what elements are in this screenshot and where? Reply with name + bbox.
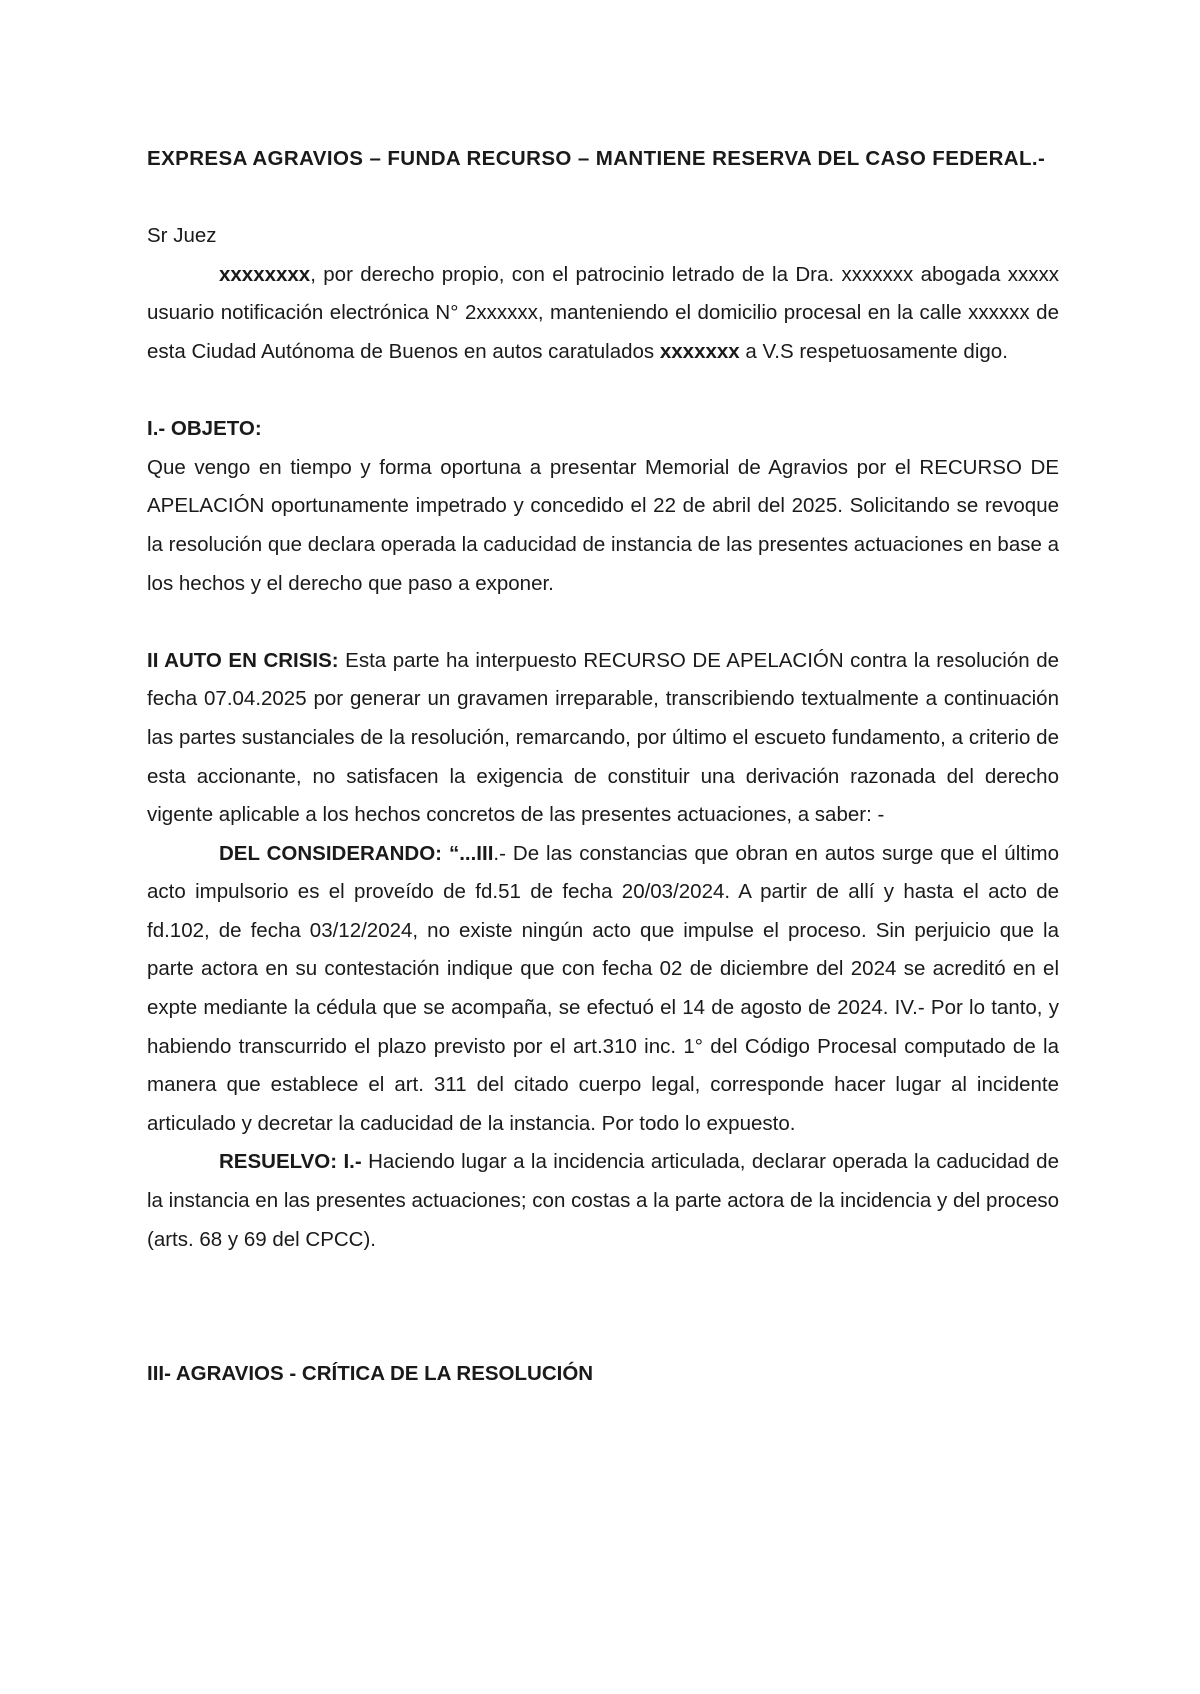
considerando-label: DEL CONSIDERANDO: “...III — [219, 841, 494, 865]
salutation: Sr Juez — [147, 224, 217, 248]
section-2-heading: II AUTO EN CRISIS: — [147, 648, 339, 672]
intro-text-2: a V.S respetuosamente digo. — [739, 339, 1008, 363]
resuelvo-paragraph — [147, 1143, 1059, 1259]
section-1-heading: I.- OBJETO: — [147, 417, 262, 441]
document-body — [147, 140, 1059, 1394]
section-2-body: Esta parte ha interpuesto RECURSO DE APELACIÓN contra la resolución de fecha 07.04.2025 por generar un gravamen irreparable, transcribiendo textualmente a continuación las partes sustanciales de la resolución, remarcando, por último el escueto fundamento, a criterio de esta accionante, no satisfacen la exigencia de constituir una derivación razonada del derecho vigente aplicable a los hechos concretos de las presentes actuaciones, a saber: - — [147, 648, 1059, 827]
considerando-body: .- De las constancias que obran en autos surge que el último acto impulsorio es el proveído de fd.51 de fecha 20/03/2024. A partir de allí y hasta el acto de fd.102, de fecha 03/12/2024, no existe ningún acto que impulse el proceso. Sin perjuicio que la parte actora en su contestación indique que con fecha 02 de diciembre del 2024 se acreditó en el expte mediante la cédula que se acompaña, se efectuó el 14 de agosto de 2024. IV.- Por lo tanto, y habiendo transcurrido el plazo previsto por el art.310 inc. 1° del Código Procesal computado de la manera que establece el art. 311 del citado cuerpo legal, corresponde hacer lugar al incidente articulado y decretar la caducidad de la instancia. Por todo lo expuesto. — [147, 841, 1059, 1135]
section-2-paragraph — [147, 642, 1059, 835]
intro-paragraph — [147, 256, 1059, 372]
resuelvo-label: RESUELVO: I.- — [219, 1150, 362, 1174]
resuelvo-body: Haciendo lugar a la incidencia articulada, declarar operada la caducidad de la instancia en las presentes actuaciones; con costas a la parte actora de la incidencia y del proceso (arts. 68 y 69 del CPCC). — [147, 1150, 1059, 1251]
considerando-paragraph — [147, 835, 1059, 1144]
case-name: xxxxxxx — [659, 339, 740, 363]
document-title: EXPRESA AGRAVIOS – FUNDA RECURSO – MANTIENE RESERVA DEL CASO FEDERAL.- — [147, 147, 1046, 170]
section-3-heading: III- AGRAVIOS - CRÍTICA DE LA RESOLUCIÓN — [147, 1362, 594, 1386]
section-1-body: Que vengo en tiempo y forma oportuna a presentar Memorial de Agravios por el RECURSO DE APELACIÓN oportunamente impetrado y concedido el 22 de abril del 2025. Solicitando se revoque la resolución que declara operada la caducidad de instancia de las presentes actuaciones en base a los hechos y el derecho que paso a exponer. — [147, 455, 1059, 595]
intro-text-1: , por derecho propio, con el patrocinio letrado de la Dra. xxxxxxx abogada xxxxx usuario notificación electrónica N° 2xxxxxx, manteniendo el domicilio procesal en la calle xxxxxx de esta Ciudad Autónoma de Buenos en autos caratulados — [147, 262, 1059, 363]
party-name: xxxxxxxx — [219, 262, 311, 286]
